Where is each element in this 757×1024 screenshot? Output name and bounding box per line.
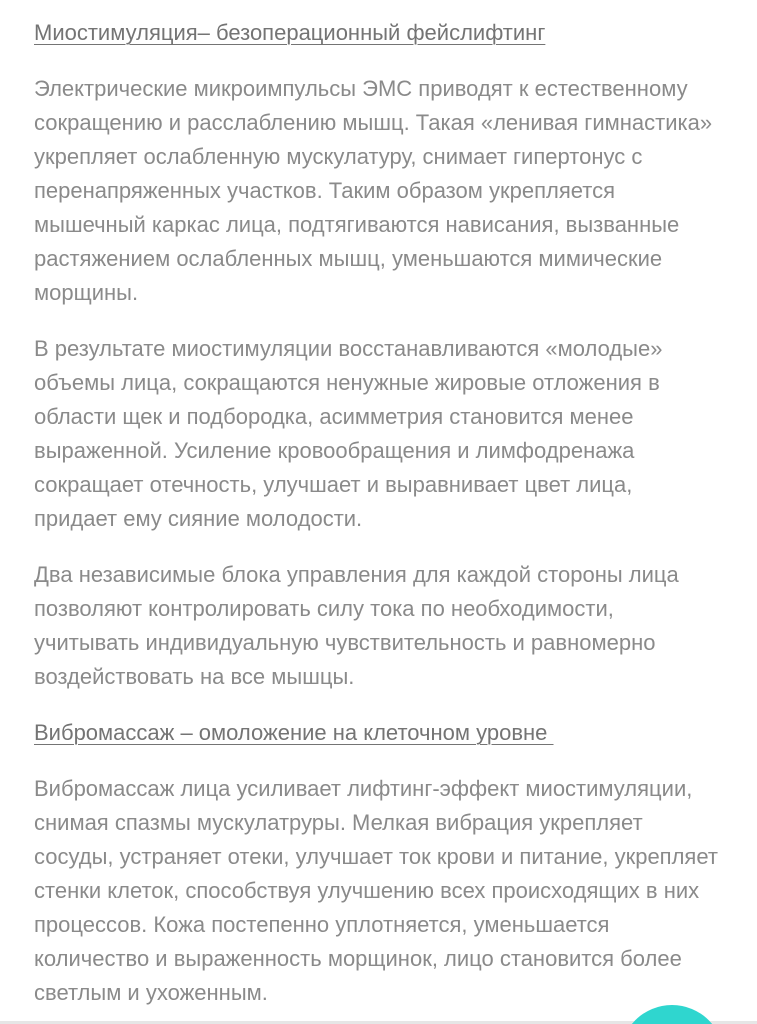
paragraph-vibromassage — [34, 772, 734, 1010]
text-line: светлым и ухоженным. — [34, 980, 268, 1005]
text-line: стенки клеток, способствуя улучшению всех происходящих в них — [34, 878, 700, 903]
text-line: сокращению и расслаблению мышц. Такая «ленивая гимнастика» — [34, 110, 713, 135]
paragraph-ems — [34, 72, 734, 310]
text-line: мышечный каркас лица, подтягиваются нависания, вызванные — [34, 212, 680, 237]
paragraph-control-blocks — [34, 558, 734, 694]
text-line: снимая спазмы мускулатруры. Мелкая вибрация укрепляет — [34, 810, 643, 835]
text-line: количество и выраженность морщинок, лицо становится более — [34, 946, 682, 971]
text-line: придает ему сияние молодости. — [34, 506, 363, 531]
section-heading-vibromassage: Вибромассаж – омоложение на клеточном уровне — [34, 720, 554, 745]
text-line: области щек и подбородка, асимметрия становится менее — [34, 404, 634, 429]
text-line: Вибромассаж лица усиливает лифтинг-эффект миостимуляции, — [34, 776, 693, 801]
text-line: объемы лица, сокращаются ненужные жировые отложения в — [34, 370, 660, 395]
text-line: воздействовать на все мышцы. — [34, 664, 355, 689]
text-line: позволяют контролировать силу тока по необходимости, — [34, 596, 614, 621]
text-line: укрепляет ослабленную мускулатуру, снимает гипертонус с — [34, 144, 643, 169]
text-line: сосуды, устраняет отеки, улучшает ток крови и питание, укрепляет — [34, 844, 718, 869]
article — [34, 16, 734, 1024]
paragraph-results — [34, 332, 734, 536]
text-line: перенапряженных участков. Таким образом укрепляется — [34, 178, 616, 203]
text-line: процессов. Кожа постепенно уплотняется, уменьшается — [34, 912, 610, 937]
text-line: выраженной. Усиление кровообращения и лимфодренажа — [34, 438, 635, 463]
text-line: Два независимые блока управления для каждой стороны лица — [34, 562, 679, 587]
text-line: учитывать индивидуальную чувствительность и равномерно — [34, 630, 656, 655]
text-line: морщины. — [34, 280, 139, 305]
text-line: растяжением ослабленных мышц, уменьшаются мимические — [34, 246, 663, 271]
text-line: Электрические микроимпульсы ЭМС приводят к естественному — [34, 76, 688, 101]
text-line: В результате миостимуляции восстанавливаются «молодые» — [34, 336, 663, 361]
section-heading-myostimulation: Миостимуляция– безоперационный фейслифтинг — [34, 20, 546, 45]
text-line: сокращает отечность, улучшает и выравнивает цвет лица, — [34, 472, 633, 497]
